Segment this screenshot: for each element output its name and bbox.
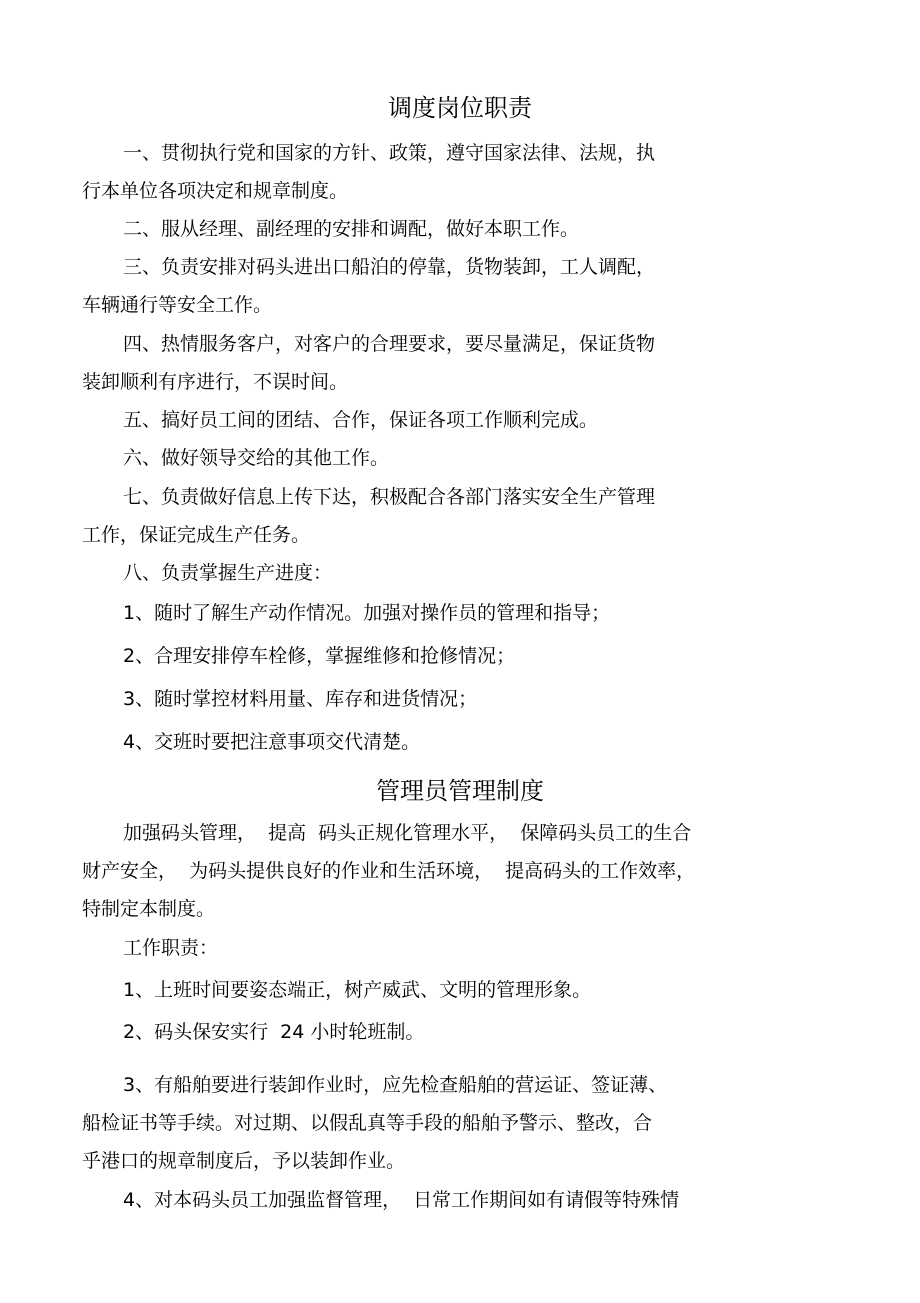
paragraph-line: 八、负责掌握生产进度：	[123, 562, 333, 584]
paragraph-line: 三、负责安排对码头进出口船泊的停靠，货物装卸，工人调配，	[123, 256, 656, 278]
paragraph-line: 工作，保证完成生产任务。	[82, 524, 311, 546]
paragraph-line: 乎港口的规章制度后，予以装卸作业。	[82, 1150, 406, 1172]
section-title-manager-rules: 管理员管理制度	[376, 777, 544, 805]
list-item: 2、码头保安实行 24 小时轮班制。	[123, 1021, 425, 1043]
list-item: 4、交班时要把注意事项交代清楚。	[123, 731, 421, 753]
paragraph-line: 特制定本制度。	[82, 898, 216, 920]
subheading: 工作职责：	[123, 937, 219, 959]
list-item: 3、有船舶要进行装卸作业时，应先检查船舶的营运证、签证薄、	[123, 1074, 668, 1096]
paragraph-line: 加强码头管理， 提高 码头正规化管理水平， 保障码头员工的生合	[123, 822, 692, 844]
paragraph-line: 行本单位各项决定和规章制度。	[82, 180, 349, 202]
paragraph-line: 财产安全， 为码头提供良好的作业和生活环境， 提高码头的工作效率，	[82, 860, 696, 882]
paragraph-line: 车辆通行等安全工作。	[82, 294, 273, 316]
paragraph-line: 六、做好领导交给的其他工作。	[123, 447, 390, 469]
paragraph-line: 二、服从经理、副经理的安排和调配，做好本职工作。	[123, 218, 580, 240]
list-item: 4、对本码头员工加强监督管理， 日常工作期间如有请假等特殊情	[123, 1189, 680, 1211]
paragraph-line: 一、贯彻执行党和国家的方针、政策，遵守国家法律、法规，执	[123, 142, 656, 164]
paragraph-line: 装卸顺利有序进行，不误时间。	[82, 371, 349, 393]
paragraph-line: 四、热情服务客户，对客户的合理要求，要尽量满足，保证货物	[123, 333, 656, 355]
list-item: 2、合理安排停车栓修，掌握维修和抢修情况；	[123, 645, 516, 667]
list-item: 3、随时掌控材料用量、库存和进货情况；	[123, 688, 478, 710]
paragraph-line: 七、负责做好信息上传下达，积极配合各部门落实安全生产管理	[123, 486, 656, 508]
list-item: 1、上班时间要姿态端正，树产威武、文明的管理形象。	[123, 979, 592, 1001]
section-title-dispatch-duties: 调度岗位职责	[388, 94, 532, 122]
paragraph-line: 船检证书等手续。对过期、以假乱真等手段的船舶予警示、整改，合	[82, 1112, 653, 1134]
paragraph-line: 五、搞好员工间的团结、合作，保证各项工作顺利完成。	[123, 409, 599, 431]
list-item: 1、随时了解生产动作情况。加强对操作员的管理和指导；	[123, 602, 611, 624]
